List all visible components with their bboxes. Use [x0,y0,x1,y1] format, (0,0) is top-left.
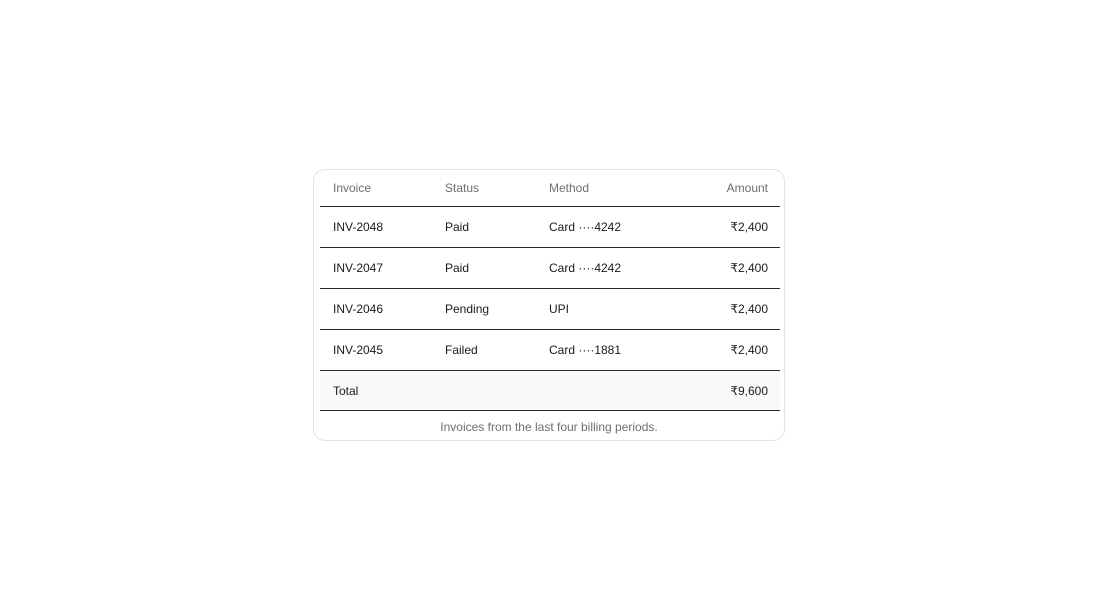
column-header-amount: Amount [726,181,768,195]
invoice-amount: ₹2,400 [730,220,768,234]
payment-method: UPI [549,302,570,316]
total-label: Total [333,383,359,398]
invoice-table [320,170,780,411]
table-row [320,330,780,371]
invoice-amount: ₹2,400 [730,302,768,316]
total-amount: ₹9,600 [730,383,768,398]
column-header-status: Status [445,181,480,195]
invoice-id: INV-2047 [333,261,384,275]
table-header-row [320,170,780,207]
table-row [320,289,780,330]
column-header-invoice: Invoice [333,181,372,195]
invoice-amount: ₹2,400 [730,261,768,275]
invoice-id: INV-2048 [333,220,384,234]
invoice-status: Paid [445,220,470,234]
column-header-method: Method [549,181,590,195]
invoice-status: Failed [445,343,478,357]
payment-method: Card ····4242 [549,261,622,275]
payment-method: Card ····4242 [549,220,622,234]
invoice-amount: ₹2,400 [730,343,768,357]
invoice-id: INV-2045 [333,343,384,357]
table-row [320,248,780,289]
invoice-status: Paid [445,261,470,275]
table-total-row [320,371,780,411]
invoice-id: INV-2046 [333,302,384,316]
table-row [320,207,780,248]
payment-method: Card ····1881 [549,343,622,357]
invoice-table-card [313,169,785,441]
table-caption: Invoices from the last four billing periods. [440,420,658,434]
invoice-status: Pending [445,302,490,316]
